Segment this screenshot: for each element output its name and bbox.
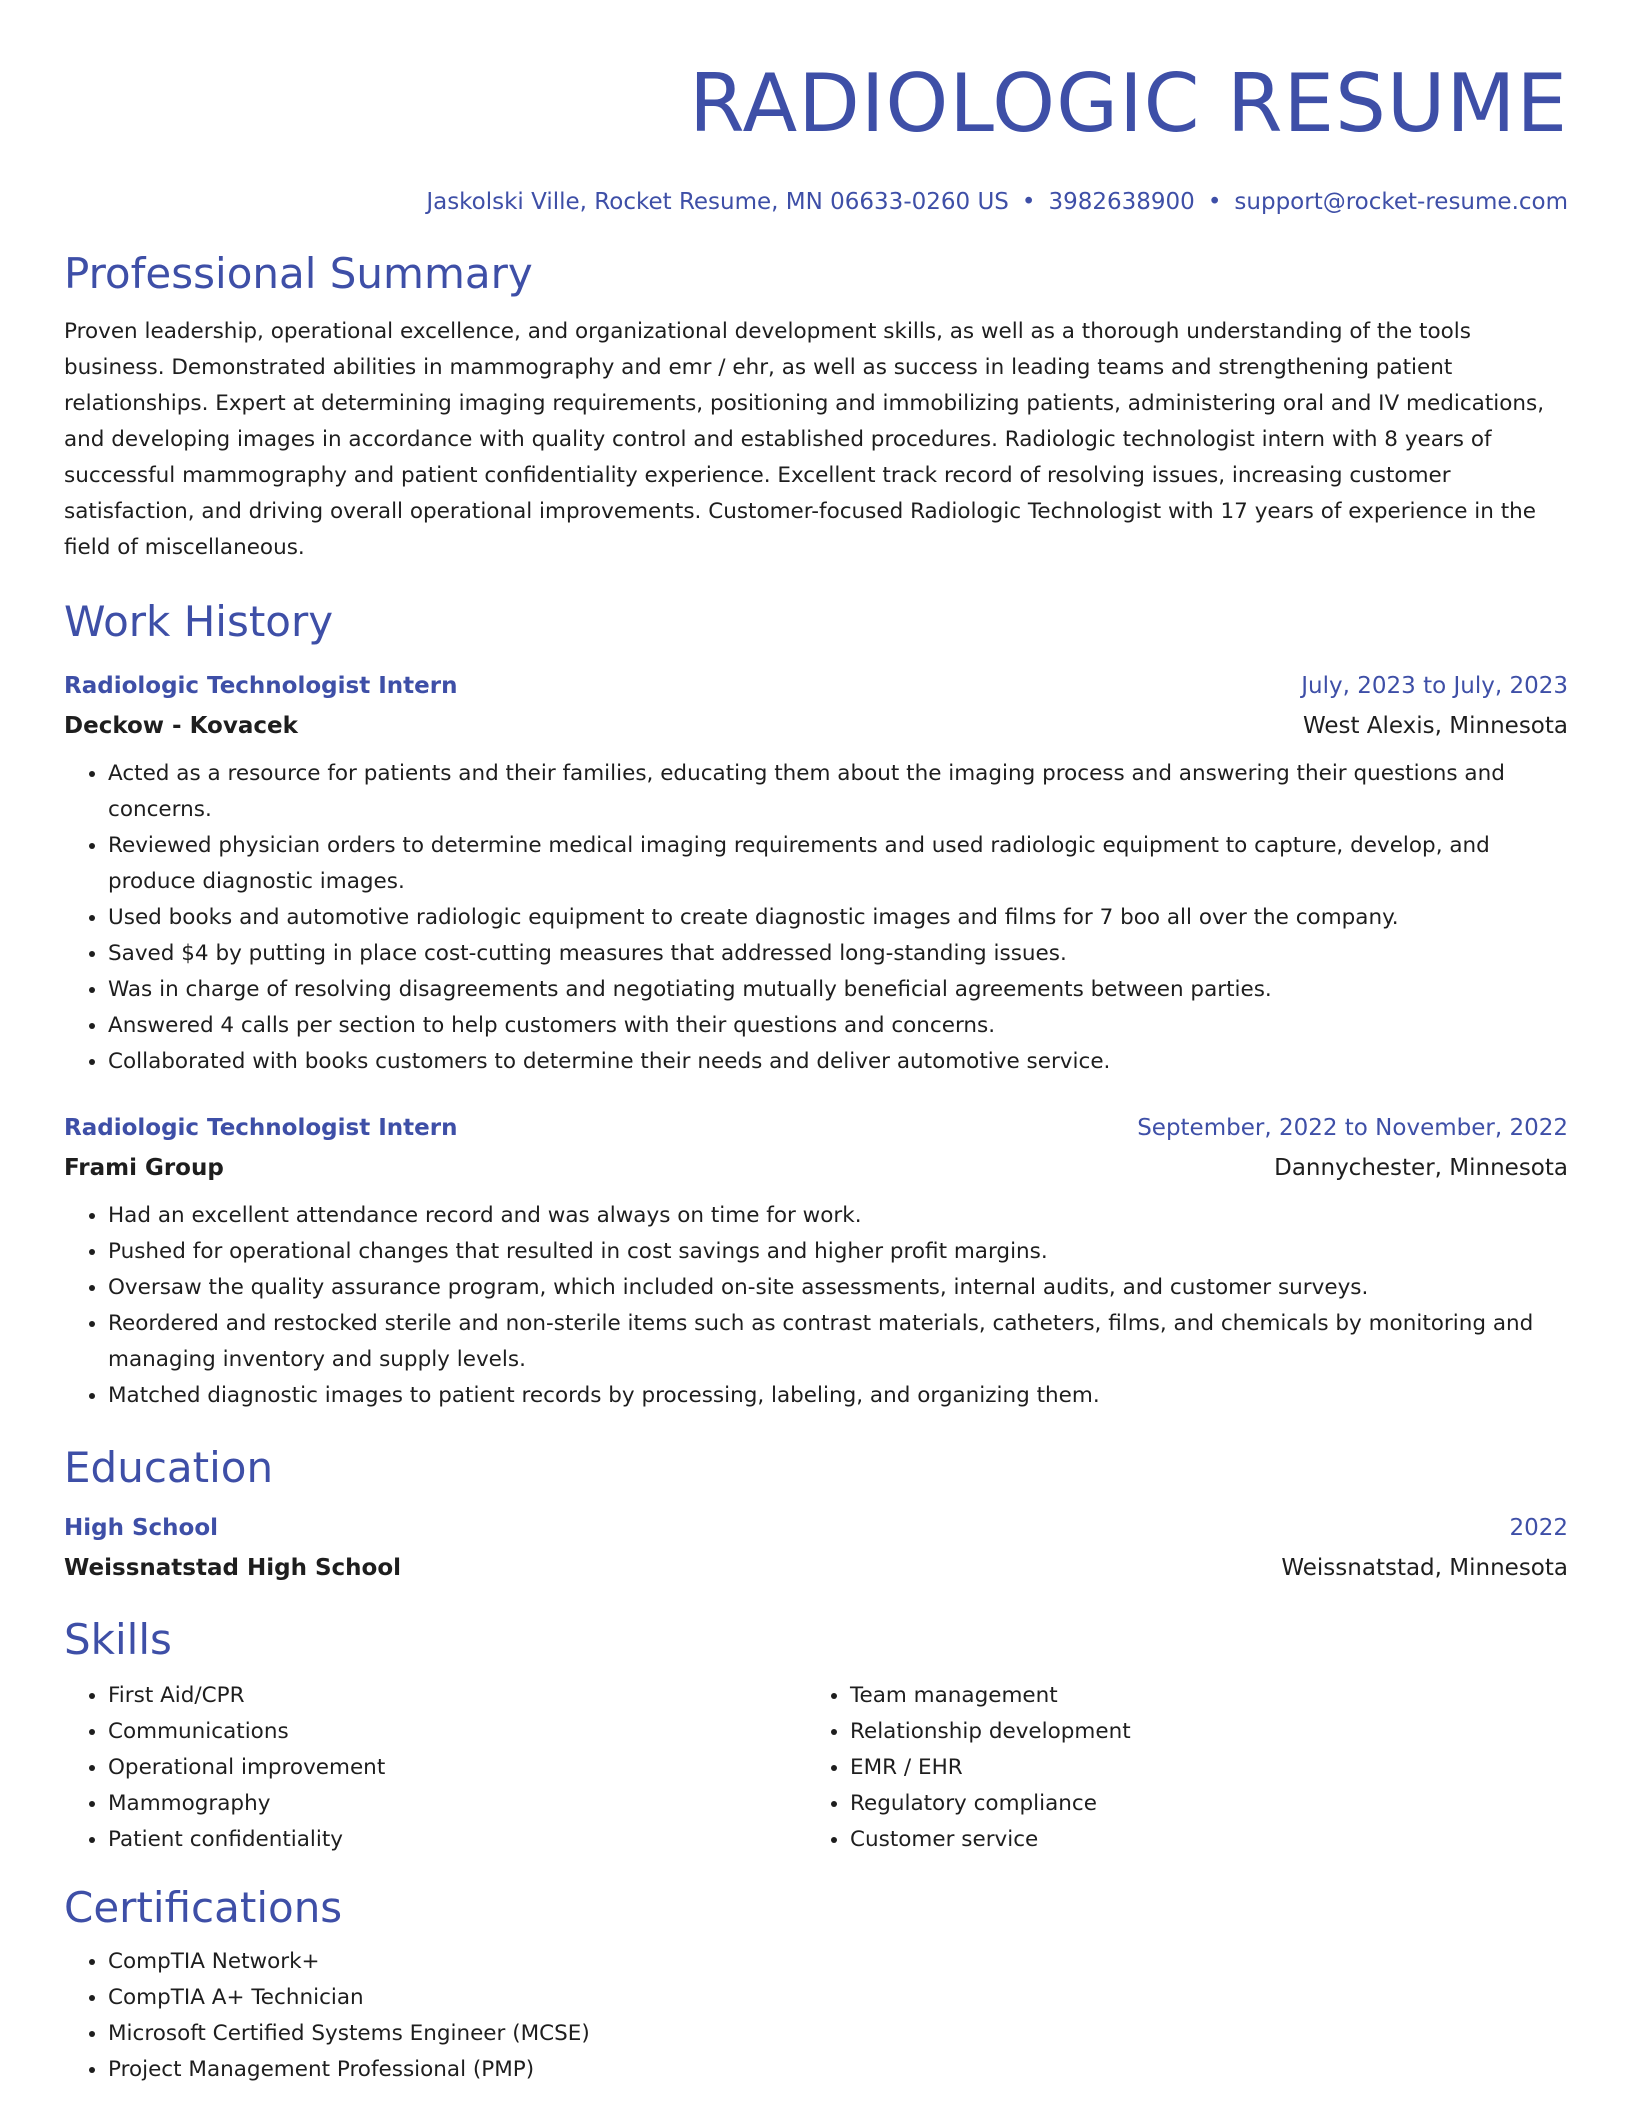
job-duty: • Reordered and restocked sterile and non-sterile items such as contrast materials, catheters, films, and chemicals by monitoring and managing inventory and supply levels. (108, 1306, 1568, 1378)
education-location: Weissnatstad, Minnesota (1281, 1555, 1568, 1581)
resume-title: RADIOLOGIC RESUME (689, 57, 1568, 150)
job-dates: September, 2022 to November, 2022 (1137, 1115, 1568, 1141)
education-degree: High School (64, 1515, 219, 1541)
job-duty: • Matched diagnostic images to patient records by processing, labeling, and organizing them. (108, 1378, 1568, 1414)
job-duties-list (64, 1198, 1568, 1414)
job-entry (64, 666, 1568, 1080)
job-duty: • Acted as a resource for patients and their families, educating them about the imaging process and answering their questions and concerns. (108, 756, 1568, 828)
certifications-heading: Certifications (64, 1883, 343, 1932)
education-heading: Education (64, 1443, 274, 1492)
skill-item: • Mammography (108, 1786, 806, 1822)
skill-item: • Team management (850, 1678, 1548, 1714)
contact-email: support@rocket-resume.com (1234, 189, 1568, 215)
job-duties-list (64, 756, 1568, 1080)
skill-item: • Relationship development (850, 1714, 1548, 1750)
certification-item: • Microsoft Certified Systems Engineer (MCSE) (108, 2016, 1568, 2052)
skill-item: • Communications (108, 1714, 806, 1750)
job-duty: • Pushed for operational changes that resulted in cost savings and higher profit margins. (108, 1234, 1568, 1270)
job-location: Dannychester, Minnesota (1274, 1155, 1568, 1181)
job-company: Frami Group (64, 1155, 224, 1181)
contact-phone: 3982638900 (1048, 189, 1195, 215)
job-duty: • Had an excellent attendance record and was always on time for work. (108, 1198, 1568, 1234)
certification-item: • CompTIA A+ Technician (108, 1980, 1568, 2016)
summary-heading: Professional Summary (64, 249, 533, 298)
education-entry (64, 1508, 1568, 1588)
skills-columns (64, 1678, 1568, 1858)
job-title: Radiologic Technologist Intern (64, 673, 458, 699)
job-entry (64, 1108, 1568, 1414)
job-title: Radiologic Technologist Intern (64, 1115, 458, 1141)
certification-item: • CompTIA Network+ (108, 1944, 1568, 1980)
job-location: West Alexis, Minnesota (1302, 713, 1568, 739)
job-dates: July, 2023 to July, 2023 (1301, 673, 1568, 699)
job-duty: • Answered 4 calls per section to help customers with their questions and concerns. (108, 1008, 1568, 1044)
contact-separator: • (1207, 189, 1222, 215)
contact-separator: • (1021, 189, 1036, 215)
certifications-list (64, 1944, 1568, 2088)
skill-item: • First Aid/CPR (108, 1678, 806, 1714)
skill-item: • Customer service (850, 1822, 1548, 1858)
summary-text: Proven leadership, operational excellence, and organizational development skills, as well as a thorough understanding of the tools business. Demonstrated abilities in mammography and emr / ehr, as well as success in leading teams and strengthening patient relationships. Expert at determining imaging requirements, positioning and immobilizing patients, administering oral and IV medications, and developing images in accordance with quality control and established procedures. Radiologic technologist intern with 8 years of successful mammography and patient confidentiality experience. Excellent track record of resolving issues, increasing customer satisfaction, and driving overall operational improvements. Customer-focused Radiologic Technologist with 17 years of experience in the field of miscellaneous. (64, 319, 1545, 560)
job-duty: • Was in charge of resolving disagreements and negotiating mutually beneficial agreements between parties. (108, 972, 1568, 1008)
job-duty: • Saved $4 by putting in place cost-cutting measures that addressed long-standing issues. (108, 936, 1568, 972)
education-year: 2022 (1509, 1515, 1568, 1541)
job-duty: • Reviewed physician orders to determine medical imaging requirements and used radiologic equipment to capture, develop, and produce diagnostic images. (108, 828, 1568, 900)
skills-list-left (64, 1678, 806, 1858)
skill-item: • Patient confidentiality (108, 1822, 806, 1858)
skills-list-right (806, 1678, 1548, 1858)
skill-item: • EMR / EHR (850, 1750, 1548, 1786)
education-school: Weissnatstad High School (64, 1555, 402, 1581)
contact-address: Jaskolski Ville, Rocket Resume, MN 06633-0260 US (426, 189, 1009, 215)
skill-item: • Regulatory compliance (850, 1786, 1548, 1822)
job-duty: • Oversaw the quality assurance program, which included on-site assessments, internal audits, and customer surveys. (108, 1270, 1568, 1306)
certification-item: • Project Management Professional (PMP) (108, 2052, 1568, 2088)
contact-line (64, 186, 1568, 218)
job-duty: • Collaborated with books customers to determine their needs and deliver automotive service. (108, 1044, 1568, 1080)
job-company: Deckow - Kovacek (64, 713, 298, 739)
skill-item: • Operational improvement (108, 1750, 806, 1786)
work-history-heading: Work History (64, 597, 334, 646)
skills-heading: Skills (64, 1615, 172, 1664)
job-duty: • Used books and automotive radiologic equipment to create diagnostic images and films for 7 boo all over the company. (108, 900, 1568, 936)
